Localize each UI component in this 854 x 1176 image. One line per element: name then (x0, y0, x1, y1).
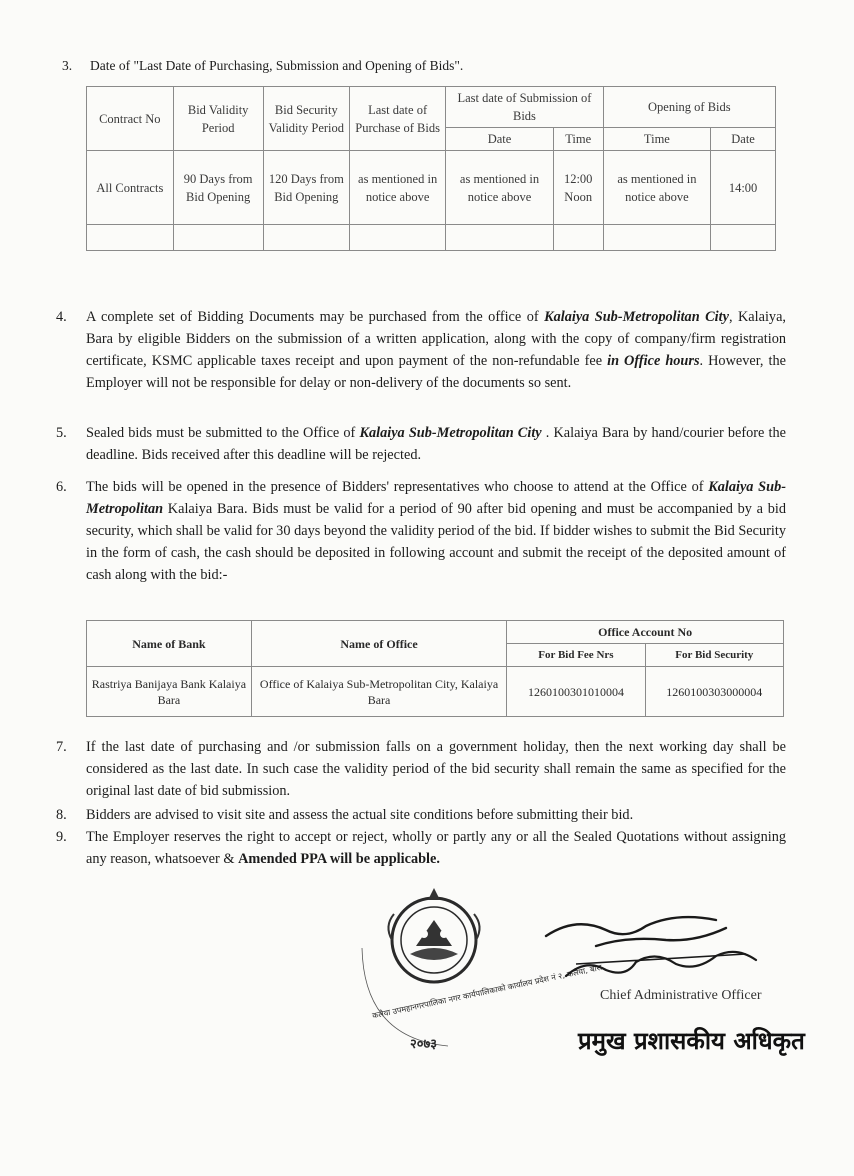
cell-bid-validity: 90 Days from Bid Opening (173, 151, 263, 225)
paragraph-6: 6. The bids will be opened in the presence of Bidders' representatives who choose to attend at the Office of Kalaiya Sub-Metropolitan Kalaiya Bara. Bids must be valid for a period of 90 after bid opening and must be accompanied by a bid security, which shall be valid for 30 days beyond the validity period of the bid. If bidder wishes to submit the Bid Security in the form of cash, the cash should be deposited in following account and submit the receipt of the deposited amount of cash along with the bid:- (56, 479, 786, 583)
header-bid-security-validity: Bid Security Validity Period (263, 87, 349, 151)
org-name: Kalaiya Sub-Metropolitan City (359, 425, 542, 441)
header-opening-time: Time (603, 128, 710, 151)
table-row (87, 225, 776, 251)
bid-schedule-table (86, 86, 776, 251)
seal-text: कलैया उपमहानगरपालिका नगर कार्यपालिकाको कार्यालय प्रदेश नं २, कलैया, बारा (371, 962, 603, 1021)
header-account-no: Office Account No (507, 621, 784, 644)
bank-account-table (86, 620, 784, 717)
header-bid-security: For Bid Security (645, 644, 783, 667)
amended-ppa-note: Amended PPA will be applicable. (238, 851, 440, 867)
paragraph-4: 4. A complete set of Bidding Documents may be purchased from the office of Kalaiya Sub-Metropolitan City, Kalaiya, Bara by eligible Bidders on the submission of a written application, along with the copy of company/firm registration certificate, KSMC applicable taxes receipt and upon payment of the non-refundable fee in Office hours. However, the Employer will not be responsible for delay or non-delivery of the documents so sent. (56, 309, 786, 391)
header-last-date-submission: Last date of Submission of Bids (446, 87, 603, 128)
cell-security-account: 1260100303000004 (645, 667, 783, 717)
cell-contract: All Contracts (87, 151, 174, 225)
cell-submission-time: 12:00 Noon (553, 151, 603, 225)
header-bid-fee: For Bid Fee Nrs (507, 644, 645, 667)
signatory-title-en: Chief Administrative Officer (600, 988, 762, 1003)
paragraph-9: 9. The Employer reserves the right to accept or reject, wholly or partly any or all the Sealed Quotations without assigning any reason, whatsoever & Amended PPA will be applicable. (56, 829, 786, 867)
section-3-heading: 3. Date of "Last Date of Purchasing, Submission and Opening of Bids". (62, 58, 464, 73)
header-last-date-purchase: Last date of Purchase of Bids (349, 87, 445, 151)
paragraph-8: 8. Bidders are advised to visit site and assess the actual site conditions before submitting their bid. (56, 807, 634, 823)
paragraph-5: 5. Sealed bids must be submitted to the Office of Kalaiya Sub-Metropolitan City . Kalaiya Bara by hand/courier before the deadline. Bids received after this deadline will be rejected. (56, 425, 786, 463)
cell-security-validity: 120 Days from Bid Opening (263, 151, 349, 225)
header-opening: Opening of Bids (603, 87, 775, 128)
table-row (87, 667, 784, 717)
table-row (87, 151, 776, 225)
seal-year: २०७३ (410, 1037, 438, 1052)
cell-fee-account: 1260100301010004 (507, 667, 645, 717)
cell-submission-date: as mentioned in notice above (446, 151, 553, 225)
header-submission-time: Time (553, 128, 603, 151)
office-hours: in Office hours (607, 353, 700, 369)
seal-emblem (388, 888, 479, 982)
header-bid-validity: Bid Validity Period (173, 87, 263, 151)
cell-office: Office of Kalaiya Sub-Metropolitan City, Kalaiya Bara (251, 667, 506, 717)
signatory-title-np: प्रमुख प्रशासकीय अधिकृत (578, 1027, 805, 1055)
header-opening-date: Date (711, 128, 776, 151)
cell-opening-date: 14:00 (711, 151, 776, 225)
cell-bank: Rastriya Banijaya Bank Kalaiya Bara (87, 667, 252, 717)
org-name: Kalaiya Sub-Metropolitan (86, 479, 786, 517)
header-office-name: Name of Office (251, 621, 506, 667)
org-name: Kalaiya Sub-Metropolitan City (544, 309, 729, 325)
office-seal (352, 888, 603, 1058)
header-bank-name: Name of Bank (87, 621, 252, 667)
paragraph-7: 7. If the last date of purchasing and /or submission falls on a government holiday, then the next working day shall be considered as the last date. In such case the validity period of the bid security shall remain the same as specified for the original last date of bid submission. (56, 739, 786, 799)
header-submission-date: Date (446, 128, 553, 151)
cell-purchase: as mentioned in notice above (349, 151, 445, 225)
signature (536, 906, 786, 996)
cell-opening-time: as mentioned in notice above (603, 151, 710, 225)
header-contract-no: Contract No (87, 87, 174, 151)
